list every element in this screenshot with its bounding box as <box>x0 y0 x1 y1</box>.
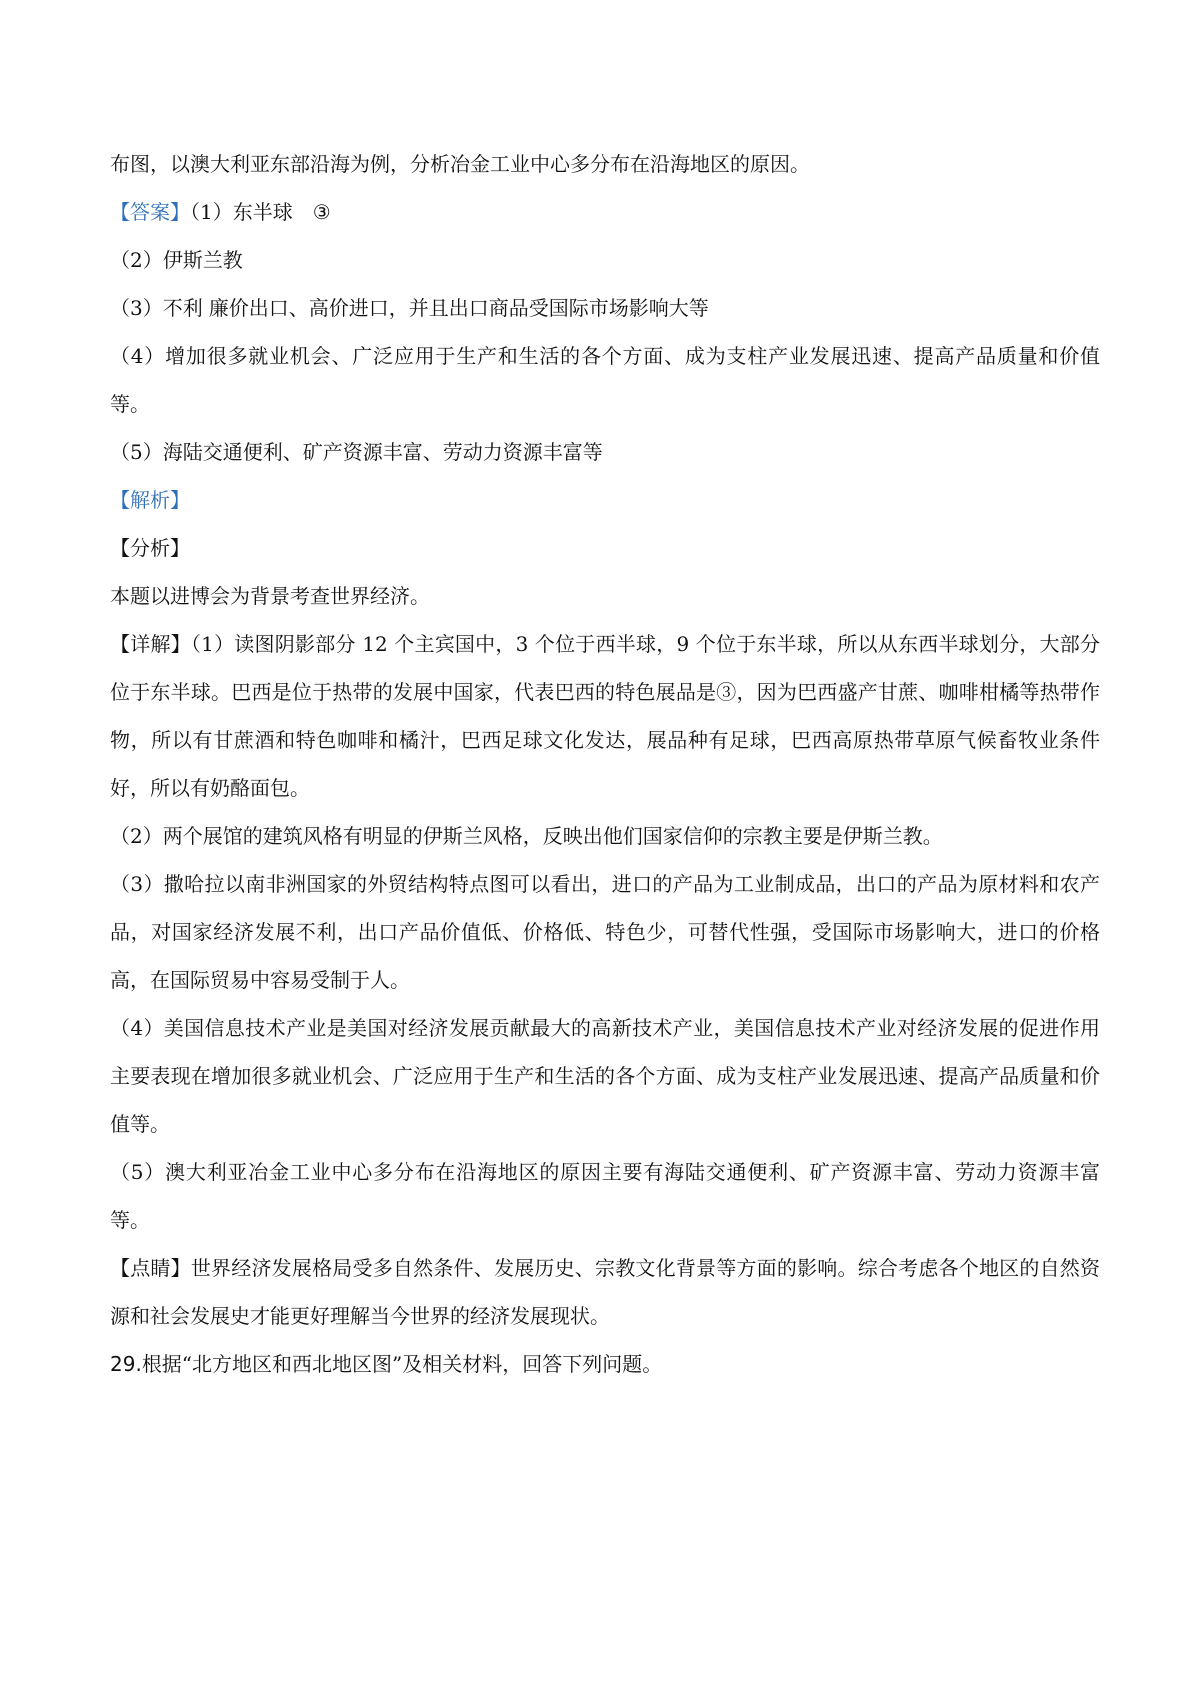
answer-3-part-2: 廉价出口、高价进口，并且出口商品受国际市场影响大等 <box>208 296 709 320</box>
answer-1-text: （1）东半球 <box>190 200 293 224</box>
next-question <box>110 1348 1100 1380</box>
answer-1-mark: ③ <box>312 200 331 224</box>
answer-line-3 <box>110 292 1100 324</box>
intro-text: 布图，以澳大利亚东部沿海为例，分析冶金工业中心多分布在沿海地区的原因。 <box>110 152 810 176</box>
question-number: 29. <box>110 1352 142 1376</box>
detail-2: （2）两个展馆的建筑风格有明显的伊斯兰风格，反映出他们国家信仰的宗教主要是伊斯兰教。 <box>110 824 943 848</box>
detail-1-text: （1）读图阴影部分 12 个主宾国中，3 个位于西半球，9 个位于东半球，所以从东西半球划分，大部分位于东半球。巴西是位于热带的发展中国家，代表巴西的特色展品是③，因为巴西盛产甘蔗、咖啡柑橘等热带作物，所以有甘蔗酒和特色咖啡和橘汁，巴西足球文化发达，展品种有足球，巴西高原热带草原气候畜牧业条件好，所以有奶酪面包。 <box>110 632 1101 800</box>
detail-4: （4）美国信息技术产业是美国对经济发展贡献最大的高新技术产业，美国信息技术产业对经济发展的促进作用主要表现在增加很多就业机会、广泛应用于生产和生活的各个方面、成为支柱产业发展迅速、提高产品质量和价值等。 <box>110 1016 1100 1136</box>
answer-line-2: （2）伊斯兰教 <box>110 248 243 272</box>
detail-1 <box>110 620 1100 812</box>
analysis-sub-tag: 【分析】 <box>110 536 190 560</box>
analysis-tag: 【解析】 <box>110 488 190 512</box>
detail-tag: 【详解】 <box>110 632 191 656</box>
question-text: 根据“北方地区和西北地区图”及相关材料，回答下列问题。 <box>141 1352 663 1376</box>
answer-line-5: （5）海陆交通便利、矿产资源丰富、劳动力资源丰富等 <box>110 440 603 464</box>
answer-3-part-1: （3）不利 <box>110 296 203 320</box>
detail-5: （5）澳大利亚冶金工业中心多分布在沿海地区的原因主要有海陆交通便利、矿产资源丰富、劳动力资源丰富等。 <box>110 1160 1100 1232</box>
analysis-summary: 本题以进博会为背景考查世界经济。 <box>110 584 430 608</box>
comment-text: 世界经济发展格局受多自然条件、发展历史、宗教文化背景等方面的影响。综合考虑各个地区的自然资源和社会发展史才能更好理解当今世界的经济发展现状。 <box>110 1256 1101 1328</box>
detail-3: （3）撒哈拉以南非洲国家的外贸结构特点图可以看出，进口的产品为工业制成品，出口的产品为原材料和农产品，对国家经济发展不利，出口产品价值低、价格低、特色少，可替代性强，受国际市场影响大，进口的价格高，在国际贸易中容易受制于人。 <box>110 872 1100 992</box>
comment-tag: 【点睛】 <box>110 1256 191 1280</box>
answer-line-1 <box>110 196 1100 228</box>
answer-line-4: （4）增加很多就业机会、广泛应用于生产和生活的各个方面、成为支柱产业发展迅速、提高产品质量和价值等。 <box>110 344 1100 416</box>
comment <box>110 1244 1100 1340</box>
answer-tag: 【答案】 <box>110 200 190 224</box>
document-page <box>110 148 1100 1396</box>
